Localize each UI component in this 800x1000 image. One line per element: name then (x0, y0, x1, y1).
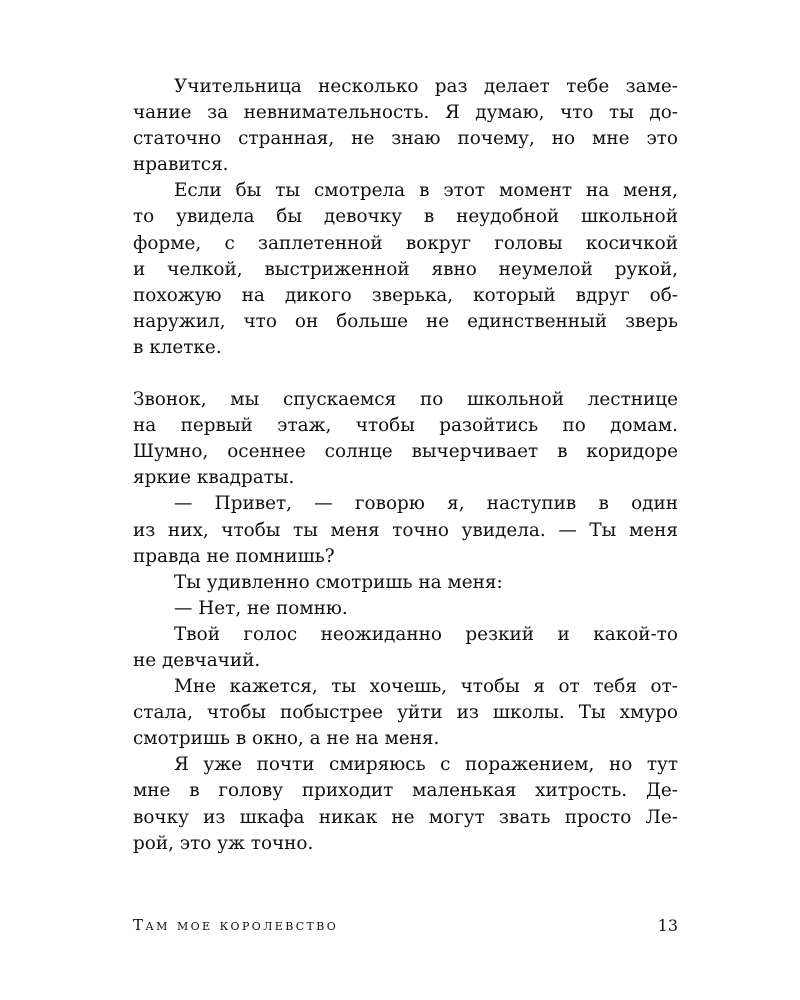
text-line: вочку из шкафа никак не могут звать просто Ле- (133, 806, 678, 828)
paragraph-1 (133, 74, 678, 178)
text-line: чание за невнимательность. Я думаю, что ты до- (133, 102, 678, 124)
text-line: Твой голос неожиданно резкий и какой-то (174, 623, 678, 645)
text-line: Я уже почти смиряюсь с поражением, но тут (174, 754, 678, 776)
text-line: наружил, что он больше не единственный зверь (133, 310, 678, 332)
text-line: из них, чтобы ты меня точно увидела. — Ты меня (133, 519, 678, 541)
page-footer (133, 912, 678, 942)
text-line: Ты удивленно смотришь на меня: (174, 571, 503, 593)
text-line: то увидела бы девочку в неудобной школьной (133, 206, 678, 228)
section-break (133, 361, 678, 387)
text-line: яркие квадраты. (133, 467, 295, 489)
text-line: форме, с заплетенной вокруг головы косичкой (133, 232, 678, 254)
page-body (133, 74, 678, 857)
text-line: — Нет, не помню. (174, 597, 348, 619)
text-line: Учительница несколько раз делает тебе заме- (174, 76, 678, 97)
text-line: стала, чтобы побыстрее уйти из школы. Ты хмуро (133, 702, 678, 724)
paragraph-5 (133, 570, 678, 596)
text-line: на первый этаж, чтобы разойтись по домам. (133, 415, 678, 437)
text-line: Звонок, мы спускаемся по школьной лестнице (133, 389, 678, 411)
paragraph-7 (133, 622, 678, 674)
page-number: 13 (657, 916, 678, 935)
text-line: в клетке. (133, 336, 222, 358)
paragraph-9 (133, 752, 678, 856)
text-line: рой, это уж точно. (133, 832, 314, 854)
text-line: правда не помнишь? (133, 545, 335, 567)
text-line: Если бы ты смотрела в этот момент на меня, (174, 180, 678, 202)
text-line: смотришь в окно, а не на меня. (133, 728, 440, 750)
running-title: Там мое королевство (133, 916, 339, 934)
text-line: и челкой, выстриженной явно неумелой рукой, (133, 258, 678, 280)
text-line: нравится. (133, 154, 229, 176)
paragraph-6 (133, 596, 678, 622)
text-line: похожую на дикого зверька, который вдруг об- (133, 284, 678, 306)
text-line: статочно странная, не знаю почему, но мне это (133, 128, 678, 150)
paragraph-3 (133, 387, 678, 491)
text-line: Шумно, осеннее солнце вычерчивает в коридоре (133, 441, 678, 463)
text-line: мне в голову приходит маленькая хитрость. Де- (133, 780, 678, 802)
paragraph-8 (133, 674, 678, 752)
text-line: — Привет, — говорю я, наступив в один (174, 493, 678, 515)
paragraph-4 (133, 491, 678, 569)
paragraph-2 (133, 178, 678, 361)
text-line: Мне кажется, ты хочешь, чтобы я от тебя от- (174, 676, 678, 698)
text-line: не девчачий. (133, 649, 261, 671)
